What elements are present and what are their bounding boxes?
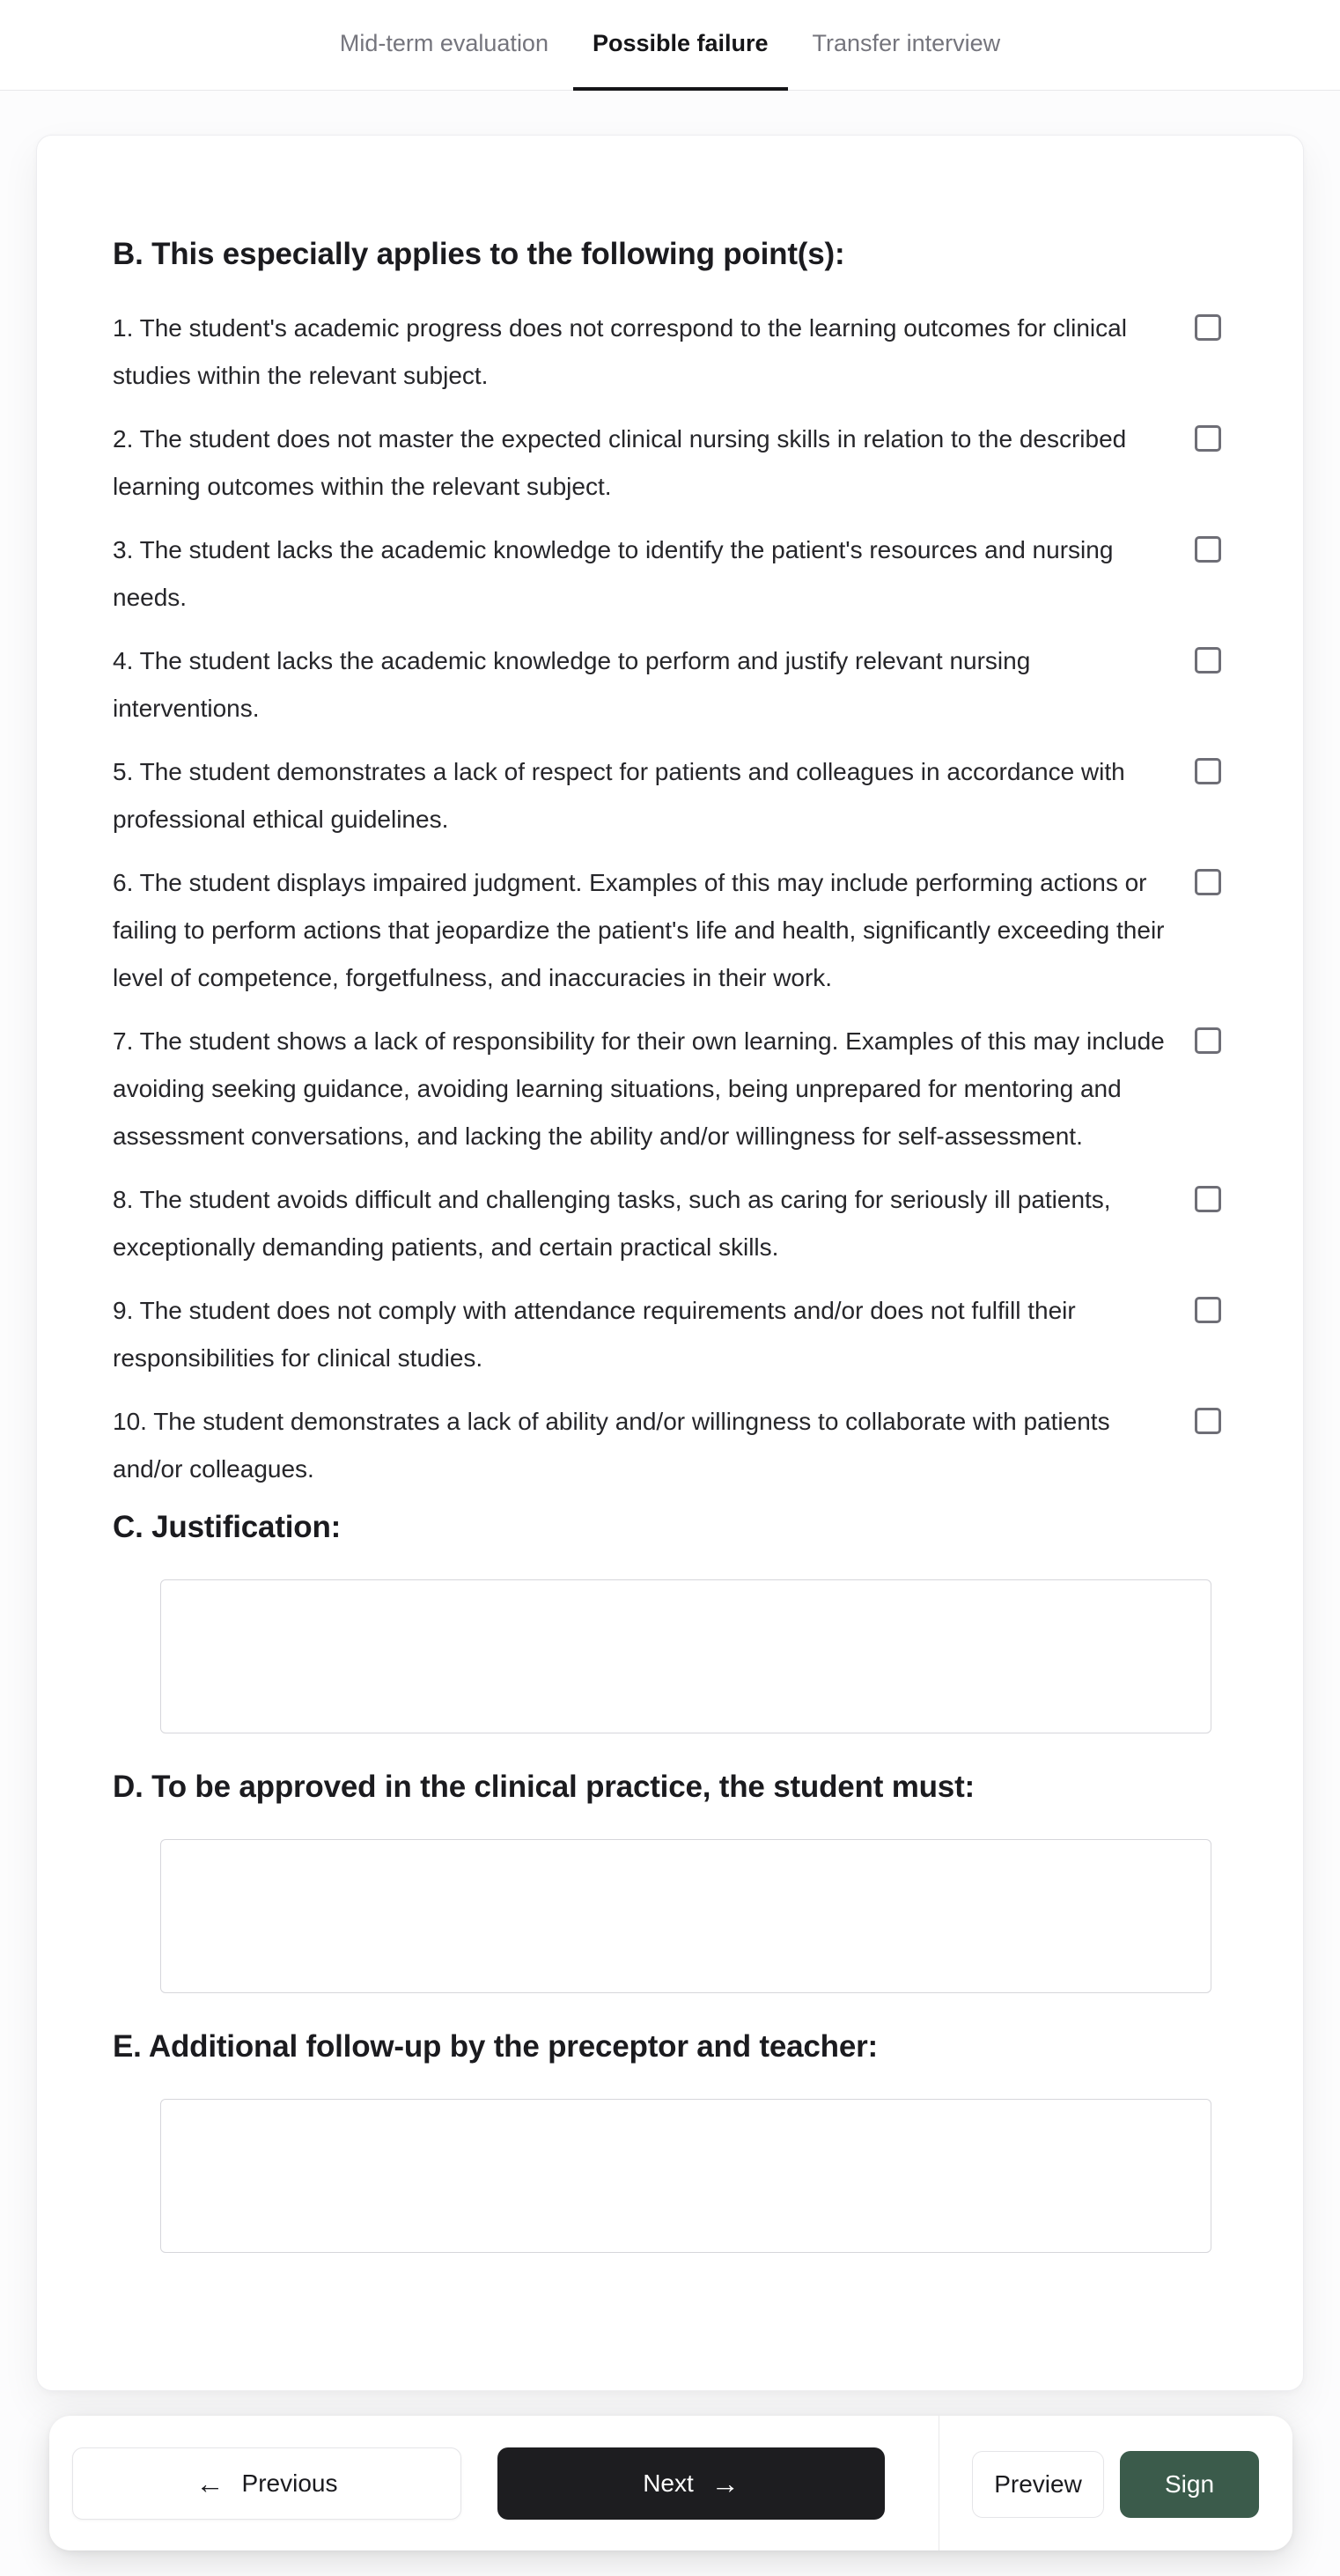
tab-label: Possible failure bbox=[592, 30, 769, 56]
checklist-item-6 bbox=[113, 859, 1221, 1002]
tab-transfer-interview[interactable] bbox=[793, 0, 1020, 91]
point-1-checkbox[interactable] bbox=[1195, 314, 1221, 341]
section-e-heading: E. Additional follow-up by the preceptor and teacher: bbox=[113, 2029, 878, 2064]
checklist-item-text: 4. The student lacks the academic knowledge to perform and justify relevant nursing interventions. bbox=[113, 647, 1031, 722]
checklist-item-text: 7. The student shows a lack of responsibility for their own learning. Examples of this may include avoiding seeking guidance, avoiding learning situations, being unprepared for mentoring and assessment conversations, and lacking the ability and/or willingness for self-assessment. bbox=[113, 1027, 1165, 1150]
section-d-heading: D. To be approved in the clinical practice, the student must: bbox=[113, 1770, 975, 1804]
point-5-checkbox[interactable] bbox=[1195, 758, 1221, 784]
checklist-item-8 bbox=[113, 1176, 1221, 1271]
checklist-item-text: 2. The student does not master the expected clinical nursing skills in relation to the described learning outcomes within the relevant subject. bbox=[113, 425, 1127, 500]
section-b-heading: B. This especially applies to the following point(s): bbox=[113, 237, 845, 271]
checklist-item-5 bbox=[113, 748, 1221, 843]
checklist-item-7 bbox=[113, 1018, 1221, 1160]
checklist-item-text: 3. The student lacks the academic knowledge to identify the patient's resources and nursing needs. bbox=[113, 536, 1114, 611]
point-2-checkbox[interactable] bbox=[1195, 425, 1221, 452]
checklist-item-4 bbox=[113, 637, 1221, 732]
arrow-right-icon: → bbox=[710, 2468, 740, 2499]
previous-button[interactable] bbox=[72, 2447, 461, 2520]
checklist-item-3 bbox=[113, 526, 1221, 622]
sign-button[interactable] bbox=[1120, 2451, 1259, 2518]
checklist-item-text: 10. The student demonstrates a lack of ability and/or willingness to collaborate with patients and/or colleagues. bbox=[113, 1408, 1110, 1483]
section-c-heading: C. Justification: bbox=[113, 1510, 342, 1544]
tab-possible-failure[interactable] bbox=[573, 0, 788, 91]
preview-button[interactable] bbox=[972, 2451, 1104, 2518]
checklist-item-1 bbox=[113, 305, 1221, 400]
point-7-checkbox[interactable] bbox=[1195, 1027, 1221, 1054]
point-8-checkbox[interactable] bbox=[1195, 1186, 1221, 1212]
checklist-item-text: 9. The student does not comply with attendance requirements and/or does not fulfill their responsibilities for clinical studies. bbox=[113, 1297, 1076, 1372]
action-bar bbox=[49, 2416, 1292, 2550]
justification-textarea[interactable] bbox=[160, 1579, 1211, 1733]
previous-button-label: Previous bbox=[241, 2469, 338, 2497]
checklist-item-10 bbox=[113, 1398, 1221, 1493]
point-10-checkbox[interactable] bbox=[1195, 1408, 1221, 1434]
checklist-item-text: 6. The student displays impaired judgment. Examples of this may include performing actions or failing to perform actions that jeopardize the patient's life and health, significantly exceeding their level of competence, forgetfulness, and inaccuracies in their work. bbox=[113, 869, 1165, 991]
preview-button-label: Preview bbox=[994, 2470, 1082, 2498]
tab-mid-term-evaluation[interactable] bbox=[320, 0, 568, 91]
approval-requirements-textarea[interactable] bbox=[160, 1839, 1211, 1993]
next-button-label: Next bbox=[643, 2469, 694, 2497]
checklist-item-text: 8. The student avoids difficult and challenging tasks, such as caring for seriously ill patients, exceptionally demanding patients, and certain practical skills. bbox=[113, 1186, 1111, 1261]
point-9-checkbox[interactable] bbox=[1195, 1297, 1221, 1323]
checklist-item-text: 1. The student's academic progress does not correspond to the learning outcomes for clinical studies within the relevant subject. bbox=[113, 314, 1127, 389]
next-button[interactable] bbox=[497, 2447, 885, 2520]
sign-button-label: Sign bbox=[1164, 2470, 1215, 2498]
checklist-item-text: 5. The student demonstrates a lack of respect for patients and colleagues in accordance with professional ethical guidelines. bbox=[113, 758, 1125, 833]
followup-textarea[interactable] bbox=[160, 2099, 1211, 2253]
tab-label: Mid-term evaluation bbox=[339, 30, 549, 56]
checklist-item-9 bbox=[113, 1287, 1221, 1382]
point-6-checkbox[interactable] bbox=[1195, 869, 1221, 895]
arrow-left-icon: ← bbox=[195, 2468, 225, 2499]
checklist-item-2 bbox=[113, 416, 1221, 511]
point-3-checkbox[interactable] bbox=[1195, 536, 1221, 563]
point-4-checkbox[interactable] bbox=[1195, 647, 1221, 673]
tab-label: Transfer interview bbox=[812, 30, 1001, 56]
tab-bar bbox=[0, 0, 1340, 91]
possible-failure-form-card bbox=[36, 135, 1304, 2391]
